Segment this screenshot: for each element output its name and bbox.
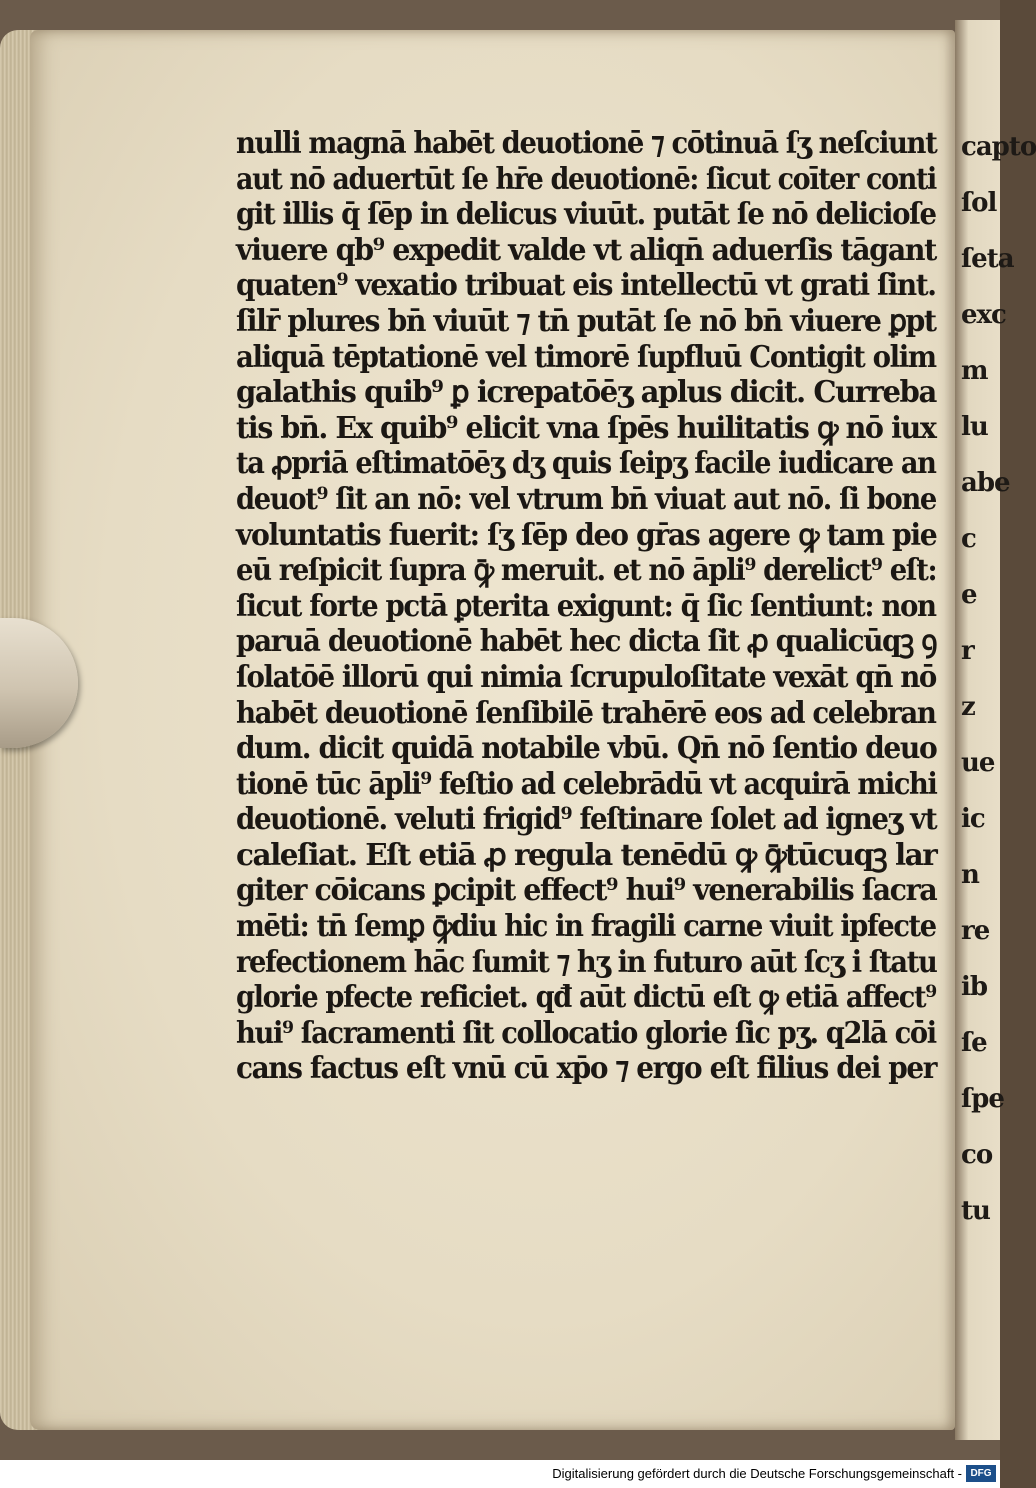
text-line: hui⁹ ſacramenti ſit collocatio glorie ſic pʒ. q2lā cōi [236, 1015, 936, 1051]
facing-page-fragment: ſol [961, 188, 997, 218]
facing-page-fragment: m [961, 356, 988, 386]
text-line: git illis q̄ ſēp in delicus viuūt. putāt ſe nō delicioſe [236, 197, 936, 233]
footer-bar [0, 1460, 1000, 1488]
facing-page-edge [955, 20, 1036, 1440]
facing-page-fragment: ſeta [961, 244, 1014, 274]
facing-page-fragment: z [961, 692, 975, 722]
facing-page-fragment: ic [961, 804, 985, 834]
text-line: quaten⁹ vexatio tribuat eis intellectū vt grati ſint. [236, 268, 936, 304]
text-line: paruā deuotionē habēt hec dicta ſit ꝓ qualicūqꝫ ꝯ [236, 624, 937, 660]
text-line: ſolatōē illorū qui nimia ſcrupuloſitate vexāt qn̄ nō [236, 659, 936, 695]
text-line: tionē tūc āpli⁹ feſtio ad celebrādū vt acquirā michi [236, 766, 937, 802]
text-line: mēti: tn̄ ſemꝑ ꝙ̄diu hic in fragili carne viuit ipfecte [236, 909, 936, 945]
text-line: habēt deuotionē ſenſibilē trahērē eos ad celebran [236, 695, 936, 731]
facing-page-fragment: ſe [961, 1028, 987, 1058]
facing-page-fragment: ib [961, 972, 988, 1002]
facing-page-fragment: abe [961, 468, 1010, 498]
facing-page-fragment: c [961, 524, 976, 554]
facing-page-fragment: e [961, 580, 977, 610]
funding-credit: Digitalisierung gefördert durch die Deutsche Forschungsgemeinschaft - [552, 1466, 962, 1481]
facing-page-fragment: ue [961, 748, 995, 778]
facing-page-fragment: co [961, 1140, 993, 1170]
text-line: caleſiat. Eſt etiā ꝓ regula tenēdū ꝙ ꝙ̄tūcuqꝫ lar [236, 837, 937, 873]
facing-page-fragment: r [961, 636, 974, 666]
facing-page-fragment: re [961, 916, 990, 946]
text-line: refectionem hāc ſumit ⁊ hʒ in futuro aūt ſcʒ i ſtatu [236, 944, 937, 980]
facing-page-fragment: capto [961, 132, 1036, 162]
text-line: ta ꝓpriā eſtimatōēʒ dʒ quis ſeipʒ facile iudicare an [236, 446, 936, 482]
text-line: glorie pfecte reficiet. qđ aūt dictū eſt ꝙ etiā affect⁹ [236, 980, 936, 1016]
facing-page-fragment: exc [961, 300, 1006, 330]
text-line: giter cōicans ꝑcipit effect⁹ hui⁹ venerabilis ſacra [236, 873, 937, 909]
text-block [236, 126, 936, 1087]
text-line: aliquā tēptationē vel timorē ſupfluū Contigit olim [236, 339, 936, 375]
text-line: voluntatis fuerit: ſʒ ſēp deo gr̄as agere ꝙ tam pie [236, 517, 937, 553]
text-line: dum. dicit quidā notabile vbū. Qn̄ nō ſentio deuo [236, 731, 937, 767]
facing-page-fragment: n [961, 860, 979, 890]
facing-page-fragment: lu [961, 412, 988, 442]
text-line: ſilr̄ plures bn̄ viuūt ⁊ tn̄ putāt ſe nō bn̄ viuere ꝑpt [236, 303, 936, 339]
text-line: eū reſpicit ſupra ꝙ̄ meruit. et nō āpli⁹ derelict⁹ eſt: [236, 553, 937, 589]
dfg-logo: DFG [966, 1465, 996, 1482]
facing-page-fragment: tu [961, 1196, 990, 1226]
facing-page-fragment: ſpe [961, 1084, 1004, 1114]
text-line: aut nō aduertūt ſe hr̄e deuotionē: ſicut coīter conti [236, 161, 936, 197]
text-line: tis bn̄. Ex quib⁹ elicit vna ſpēs huilitatis ꝙ nō iux [236, 410, 936, 446]
text-line: nulli magnā habēt deuotionē ⁊ cōtinuā ſʒ neſciunt [236, 126, 937, 161]
text-line: deuotionē. veluti frigid⁹ feſtinare ſolet ad igneʒ vt [236, 802, 937, 838]
text-line: cans factus eſt vnū cū xp̄o ⁊ ergo eſt filius dei per [236, 1051, 937, 1087]
text-line: ſicut forte pctā ꝑterita exigunt: q̄ ſic ſentiunt: non [236, 588, 936, 624]
text-line: galathis quib⁹ ꝑ icrepatōēʒ aplus dicit. Curreba [236, 375, 936, 411]
text-line: deuot⁹ ſit an nō: vel vtrum bn̄ viuat aut nō. ſi bone [236, 481, 936, 517]
text-line: viuere qb⁹ expedit valde vt aliqn̄ aduerſis tāgant [236, 232, 936, 268]
